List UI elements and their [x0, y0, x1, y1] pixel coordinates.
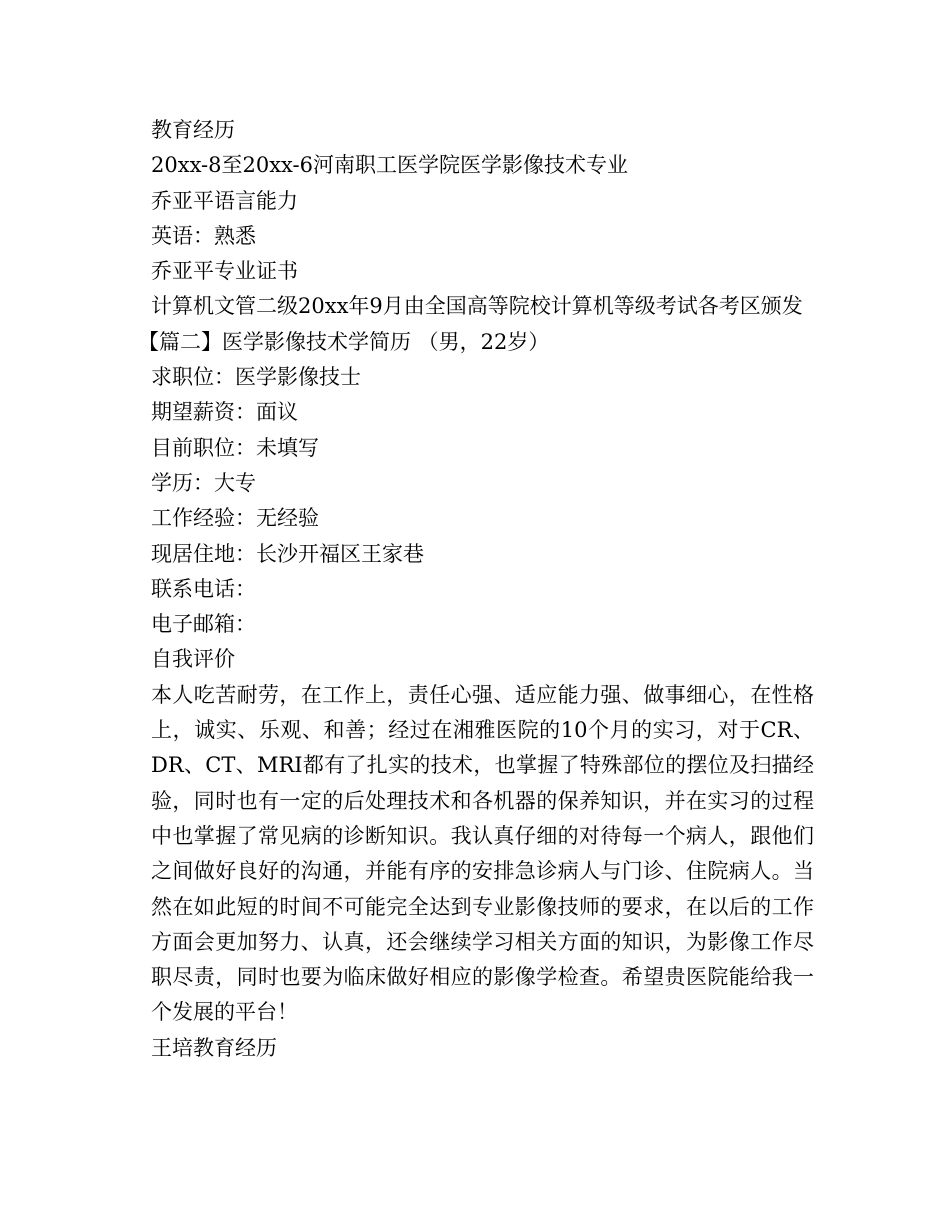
heading-education: 教育经历 — [151, 118, 235, 142]
certificate-entry: 计算机文管二级20xx年9月由全国高等院校计算机等级考试各考区颁发 — [151, 294, 803, 319]
profile-residence: 现居住地：长沙开福区王家巷 — [151, 541, 424, 566]
profile-email: 电子邮箱： — [151, 612, 256, 637]
profile-salary: 期望薪资：面议 — [151, 400, 298, 425]
education-entry: 20xx-8至20xx-6河南职工医学院医学影像技术专业 — [151, 153, 628, 178]
language-english: 英语：熟悉 — [151, 223, 256, 248]
self-evaluation-paragraph: 本人吃苦耐劳，在工作上，责任心强、适应能力强、做事细心，在性格上，诚实、乐观、和善；经过在湘雅医院的10个月的实习，对于CR、DR、CT、MRI都有了扎实的技术，也掌握了特殊部位的摆位及扫描经验，同时也有一定的后处理技术和各机器的保养知识，并在实习的过程中也掌握了常见病的诊断知识。我认真仔细的对待每一个病人，跟他们之间做好良好的沟通，并能有序的安排急诊病人与门诊、住院病人。当然在如此短的时间不可能完全达到专业影像技师的要求，在以后的工作方面会更加努力、认真，还会继续学习相关方面的知识，为影像工作尽职尽责，同时也要为临床做好相应的影像学检查。希望贵医院能给我一个发展的平台！ — [151, 682, 814, 1025]
section-title: 【篇二】医学影像技术学简历 （男，22岁） — [138, 329, 550, 354]
heading-language: 乔亚平语言能力 — [151, 188, 298, 213]
document-body — [138, 113, 814, 1066]
profile-position: 求职位：医学影像技士 — [151, 365, 361, 390]
profile-current-position: 目前职位：未填写 — [151, 435, 319, 460]
profile-phone: 联系电话： — [151, 576, 256, 601]
heading-wangpei-education: 王培教育经历 — [151, 1035, 277, 1060]
heading-self-evaluation: 自我评价 — [151, 647, 235, 672]
heading-certificates: 乔亚平专业证书 — [151, 259, 298, 284]
profile-education: 学历：大专 — [151, 470, 256, 495]
profile-experience: 工作经验：无经验 — [151, 506, 319, 531]
